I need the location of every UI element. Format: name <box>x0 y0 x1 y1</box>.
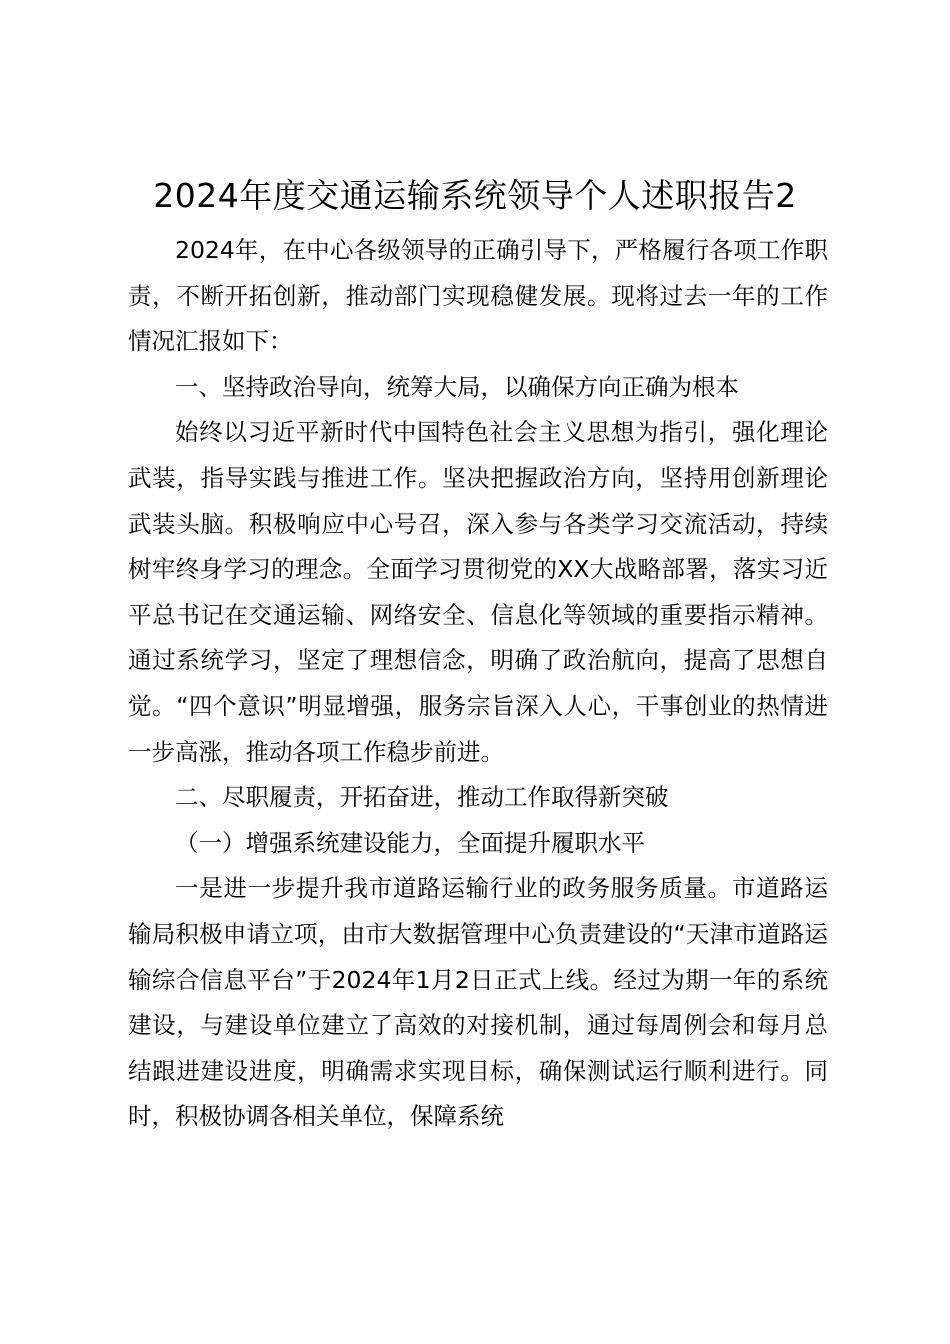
intro-paragraph: 2024年，在中心各级领导的正确引导下，严格履行各项工作职责，不断开拓创新，推动部门实现稳健发展。现将过去一年的工作情况汇报如下： <box>128 236 828 356</box>
section-1-paragraph: 始终以习近平新时代中国特色社会主义思想为指引，强化理论武装，指导实践与推进工作。坚决把握政治方向，坚持用创新理论武装头脑。积极响应中心号召，深入参与各类学习交流活动，持续树牢终身学习的理念。全面学习贯彻党的XX大战略部署，落实习近平总书记在交通运输、网络安全、信息化等领域的重要指示精神。通过系统学习，坚定了理想信念，明确了政治航向，提高了思想自觉。“四个意识”明显增强，服务宗旨深入人心，干事创业的热情进一步高涨，推动各项工作稳步前进。 <box>128 418 828 766</box>
section-heading-1: 一、坚持政治导向，统筹大局，以确保方向正确为根本 <box>175 372 739 401</box>
section-heading-2: 二、尽职履责，开拓奋进，推动工作取得新突破 <box>175 783 669 812</box>
subsection-heading-1: （一）增强系统建设能力，全面提升履职水平 <box>175 828 645 857</box>
document-title: 2024年度交通运输系统领导个人述职报告2 <box>153 176 797 215</box>
subsection-1-paragraph: 一是进一步提升我市道路运输行业的政务服务质量。市道路运输局积极申请立项，由市大数据管理中心负责建设的“天津市道路运输综合信息平台”于2024年1月2日正式上线。经过为期一年的系统建设，与建设单位建立了高效的对接机制，通过每周例会和每月总结跟进建设进度，明确需求实现目标，确保测试运行顺利进行。同时，积极协调各相关单位，保障系统 <box>128 874 828 1131</box>
document-body <box>128 228 828 1140</box>
